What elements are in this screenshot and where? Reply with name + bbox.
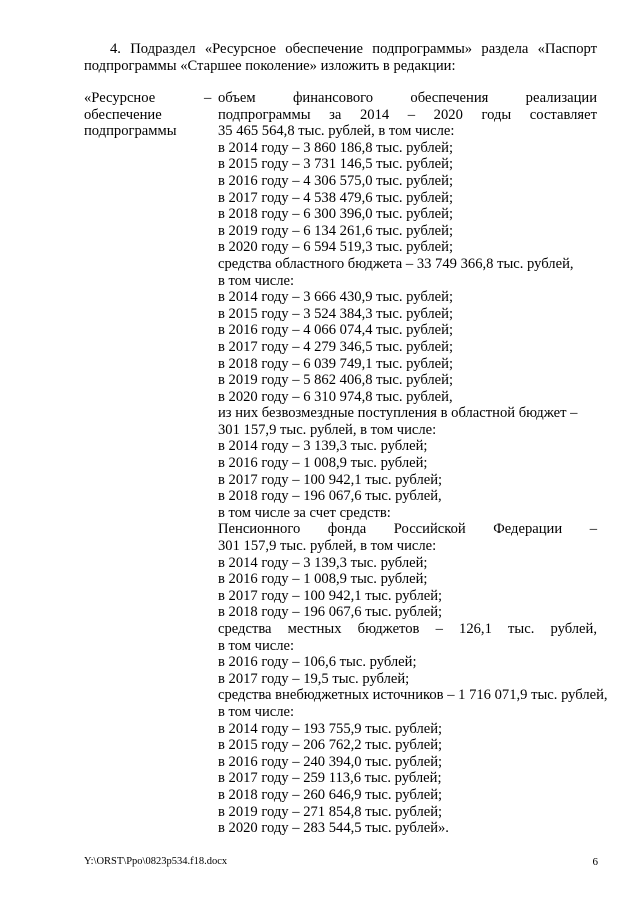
- content-line: подпрограммы за 2014 – 2020 годы составляет: [218, 106, 597, 123]
- passport-label-line: обеспечение: [84, 106, 162, 123]
- content-line: в 2019 году – 5 862 406,8 тыс. рублей;: [218, 372, 454, 389]
- content-line: в 2017 году – 100 942,1 тыс. рублей;: [218, 471, 443, 488]
- content-line: в 2016 году – 1 008,9 тыс. рублей;: [218, 571, 428, 588]
- content-line: в 2019 году – 6 134 261,6 тыс. рублей;: [218, 222, 454, 239]
- content-line: в 2020 году – 283 544,5 тыс. рублей».: [218, 820, 449, 837]
- content-line: 35 465 564,8 тыс. рублей, в том числе:: [218, 123, 455, 140]
- content-line: средства внебюджетных источников – 1 716 071,9 тыс. рублей,: [218, 687, 608, 704]
- footer-file-path: Y:\ORST\Ppo\0823p534.f18.docx: [84, 856, 228, 867]
- content-line: в 2019 году – 271 854,8 тыс. рублей;: [218, 803, 443, 820]
- content-line: в 2018 году – 196 067,6 тыс. рублей,: [218, 488, 442, 505]
- content-line: в 2014 году – 3 139,3 тыс. рублей;: [218, 554, 428, 571]
- content-line: в том числе за счет средств:: [218, 504, 391, 521]
- content-line: в 2018 году – 6 300 396,0 тыс. рублей;: [218, 206, 454, 223]
- content-line: в 2016 году – 1 008,9 тыс. рублей;: [218, 455, 428, 472]
- resource-content: [218, 90, 608, 837]
- content-line: 301 157,9 тыс. рублей, в том числе:: [218, 538, 437, 555]
- content-line: в 2016 году – 4 306 575,0 тыс. рублей;: [218, 172, 454, 189]
- content-line: в том числе:: [218, 703, 295, 720]
- intro-line-1: 4. Подраздел «Ресурсное обеспечение подпрограммы» раздела «Паспорт: [110, 41, 597, 57]
- content-line: в 2015 году – 3 731 146,5 тыс. рублей;: [218, 156, 454, 173]
- content-line: в 2014 году – 3 860 186,8 тыс. рублей;: [218, 139, 454, 156]
- content-line: в 2016 году – 4 066 074,4 тыс. рублей;: [218, 322, 454, 339]
- content-line: в 2020 году – 6 310 974,8 тыс. рублей,: [218, 388, 453, 405]
- passport-label-line: подпрограммы: [84, 123, 177, 140]
- content-line: средства местных бюджетов – 126,1 тыс. рублей,: [218, 621, 597, 637]
- intro-line-2: подпрограммы «Старшее поколение» изложить в редакции:: [84, 58, 456, 74]
- content-line: в 2014 году – 3 666 430,9 тыс. рублей;: [218, 289, 454, 306]
- label-dash: –: [204, 90, 212, 106]
- content-line: в 2014 году – 3 139,3 тыс. рублей;: [218, 438, 428, 455]
- content-line: в 2017 году – 19,5 тыс. рублей;: [218, 670, 410, 687]
- content-line: в 2018 году – 260 646,9 тыс. рублей;: [218, 786, 443, 803]
- content-line: в 2018 году – 196 067,6 тыс. рублей;: [218, 604, 443, 621]
- content-line: из них безвозмездные поступления в областной бюджет –: [218, 405, 578, 422]
- content-line: средства областного бюджета – 33 749 366,8 тыс. рублей,: [218, 255, 574, 272]
- content-line: в 2017 году – 100 942,1 тыс. рублей;: [218, 587, 443, 604]
- content-line: в том числе:: [218, 637, 295, 654]
- content-line: 301 157,9 тыс. рублей, в том числе:: [218, 421, 437, 438]
- content-line: в 2020 году – 6 594 519,3 тыс. рублей;: [218, 239, 454, 256]
- content-line: в 2017 году – 4 538 479,6 тыс. рублей;: [218, 189, 454, 206]
- content-line: в 2017 году – 4 279 346,5 тыс. рублей;: [218, 338, 454, 355]
- footer-page-number: 6: [592, 856, 598, 868]
- content-line: в 2018 году – 6 039 749,1 тыс. рублей;: [218, 355, 454, 372]
- content-line: в 2016 году – 106,6 тыс. рублей;: [218, 654, 417, 671]
- content-line: в 2016 году – 240 394,0 тыс. рублей;: [218, 753, 443, 770]
- content-line: в 2015 году – 3 524 384,3 тыс. рублей;: [218, 305, 454, 322]
- content-line: в том числе:: [218, 272, 295, 289]
- content-line: объем финансового обеспечения реализации: [218, 90, 597, 106]
- passport-label: [84, 90, 202, 140]
- passport-label-line: «Ресурсное: [84, 90, 156, 106]
- content-line: в 2017 году – 259 113,6 тыс. рублей;: [218, 770, 442, 787]
- intro-paragraph: [84, 41, 597, 75]
- content-line: в 2015 году – 206 762,2 тыс. рублей;: [218, 737, 443, 754]
- content-line: Пенсионного фонда Российской Федерации –: [218, 521, 597, 538]
- content-line: в 2014 году – 193 755,9 тыс. рублей;: [218, 720, 443, 737]
